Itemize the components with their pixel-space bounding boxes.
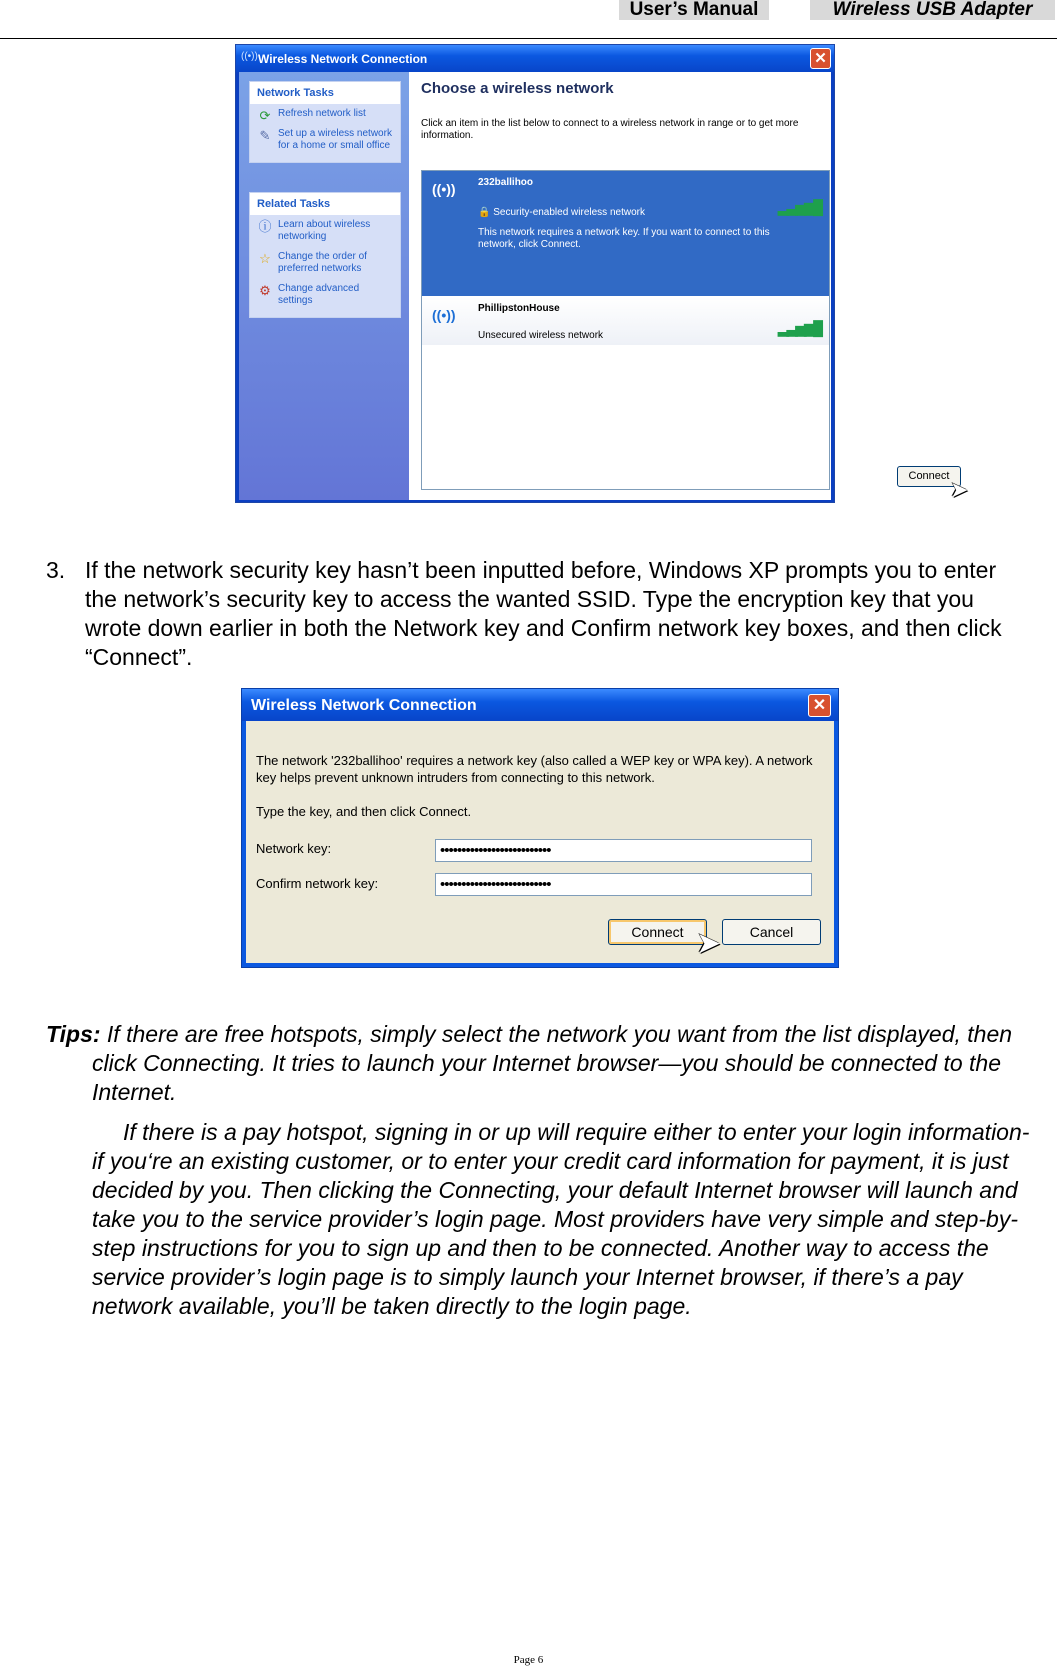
- mouse-cursor-icon: ➤: [950, 477, 969, 502]
- related-tasks-title: Related Tasks: [250, 193, 400, 215]
- network-item-232ballihoo[interactable]: [422, 171, 829, 296]
- page-number: Page 6: [513, 1654, 544, 1666]
- close-button[interactable]: ✕: [810, 48, 831, 69]
- network-list-panel: [409, 72, 969, 502]
- cancel-button[interactable]: Cancel: [722, 919, 821, 945]
- network-tasks-title: Network Tasks: [250, 82, 400, 104]
- settings-icon: ⚙: [259, 283, 271, 298]
- network-key-input[interactable]: ••••••••••••••••••••••••••: [435, 839, 812, 862]
- network-status: Unsecured wireless network: [478, 330, 604, 341]
- step-text: If the network security key hasn’t been inputted before, Windows XP prompts you to enter the network’s security key to access the wanted SSID. Type the encryption key that you wrote down earlier in both the Network key and Confirm network key boxes, and then click “Connect”.: [85, 557, 1002, 670]
- confirm-key-label: Confirm network key:: [256, 876, 379, 891]
- setup-network-link[interactable]: [250, 124, 400, 162]
- connect-button[interactable]: Connect: [608, 919, 707, 945]
- network-item-phillipstonhouse[interactable]: [422, 297, 829, 345]
- dialog-body: [246, 721, 834, 963]
- close-button[interactable]: ✕: [808, 694, 831, 717]
- signal-strength-icon: ▂▃▅▆█: [778, 320, 821, 336]
- tips-text-1: If there are free hotspots, simply select the network you want from the list displayed, then click Connecting. It tries to launch your Internet browser—you should be connected to the Internet.: [92, 1021, 1013, 1105]
- window-body: [239, 72, 969, 502]
- step-number: 3.: [46, 557, 66, 583]
- header-product-name: Wireless USB Adapter: [810, 0, 1055, 20]
- tips-label: Tips:: [46, 1021, 101, 1047]
- task-label: Change the order of preferred networks: [278, 251, 367, 274]
- wireless-icon: ((•)): [241, 51, 258, 62]
- learn-wireless-link[interactable]: [250, 215, 400, 247]
- wireless-antenna-icon: ((•)): [432, 181, 456, 197]
- star-icon: ☆: [259, 251, 271, 266]
- window-title: Wireless Network Connection: [258, 52, 428, 66]
- tips-paragraph-1: [46, 1020, 1031, 1107]
- dialog-prompt: Type the key, and then click Connect.: [256, 804, 472, 819]
- panel-instruction: Click an item in the list below to connect to a wireless network in range or to get more information.: [421, 118, 799, 141]
- mouse-cursor-icon: ➤: [696, 927, 722, 960]
- confirm-key-input[interactable]: ••••••••••••••••••••••••••: [435, 873, 812, 896]
- signal-strength-icon: ▂▃▅▆█: [778, 199, 821, 215]
- dialog-message: The network '232ballihoo' requires a network key (also called a WEP key or WPA key). A network key helps prevent unknown intruders from connecting to this network.: [256, 753, 813, 785]
- network-status: 🔒 Security-enabled wireless network: [478, 207, 645, 218]
- dialog-title: Wireless Network Connection: [251, 697, 477, 714]
- advanced-settings-link[interactable]: [250, 279, 400, 317]
- network-list: [421, 170, 830, 490]
- refresh-icon: ⟳: [259, 108, 271, 123]
- refresh-network-list-link[interactable]: [250, 104, 400, 124]
- wireless-antenna-icon: ((•)): [432, 307, 456, 323]
- task-pane: [239, 72, 409, 500]
- connect-button[interactable]: Connect: [897, 466, 961, 487]
- setup-icon: ✎: [259, 128, 271, 143]
- network-name: PhillipstonHouse: [478, 303, 560, 314]
- dialog-titlebar: [242, 689, 838, 721]
- panel-heading: Choose a wireless network: [421, 80, 614, 97]
- change-order-link[interactable]: [250, 247, 400, 279]
- network-key-dialog: [241, 688, 839, 968]
- tips-paragraph-2: If there is a pay hotspot, signing in or up will require either to enter your login information-if you‘re an existing customer, or to enter your credit card information for payment, it is just decided by you. Then clicking the Connecting, your default Internet browser will launch and take you to the service provider’s login page. Most providers have very simple and step-by-step instructions for you to sign up and then to be connected. Another way to access the service provider’s login page is to simply launch your Internet browser, if there’s a pay network available, you’ll be taken directly to the login page.: [92, 1119, 1030, 1319]
- task-label: Set up a wireless network for a home or small office: [278, 128, 392, 151]
- network-message: This network requires a network key. If you want to connect to this network, click Connect.: [478, 227, 770, 250]
- window-titlebar: [236, 45, 834, 72]
- info-icon: ⓘ: [258, 219, 272, 234]
- network-name: 232ballihoo: [478, 177, 534, 188]
- header-manual-title: User’s Manual: [619, 0, 769, 20]
- task-label: Change advanced settings: [278, 283, 360, 306]
- page-header: [0, 0, 1057, 39]
- lock-icon: 🔒: [478, 207, 491, 218]
- task-label: Learn about wireless networking: [278, 219, 371, 242]
- network-tasks-box: [249, 81, 401, 163]
- task-label: Refresh network list: [278, 108, 366, 119]
- related-tasks-box: [249, 192, 401, 318]
- choose-network-window: [235, 44, 969, 503]
- network-key-label: Network key:: [256, 841, 332, 856]
